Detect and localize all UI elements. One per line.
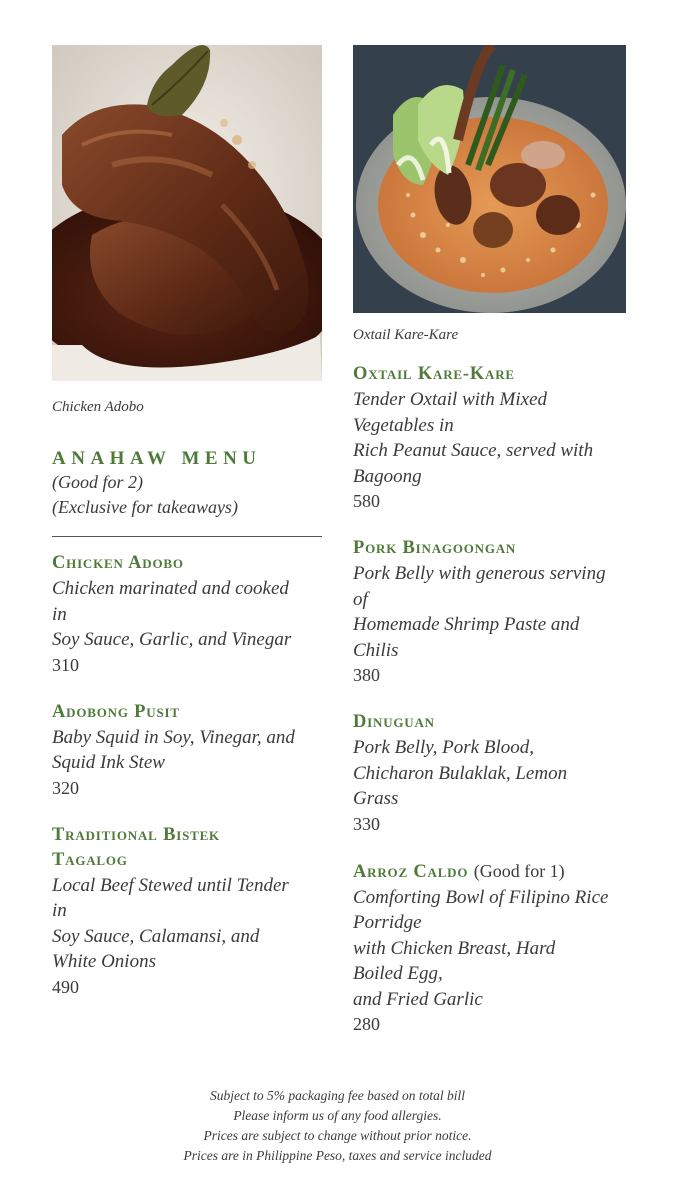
item-desc-line: in [52,603,67,625]
item-note: (Good for 1) [473,860,565,881]
menu-item [353,362,628,514]
item-name: Traditional Bistek [52,824,220,845]
item-desc-line: Boiled Egg, [353,963,443,984]
footer-line: Prices are in Philippine Peso, taxes and service included [183,1148,492,1163]
item-desc-line: Chicharon Bulaklak, Lemon [353,762,568,784]
item-desc-line: Squid Ink Stew [52,752,165,773]
left-column [52,45,324,1000]
footer-line: Subject to 5% packaging fee based on total bill [210,1088,465,1103]
footer-line: Prices are subject to change without prior notice. [203,1128,472,1143]
item-desc-line: Rich Peanut Sauce, served with [353,440,594,461]
item-name: Tagalog [52,849,128,870]
item-name: Arroz Caldo [353,861,469,882]
menu-subtitle: (Good for 2) [52,472,143,492]
item-desc-line: Porridge [353,912,422,933]
item-desc-line: Bagoong [353,465,422,487]
item-price: 280 [353,1014,380,1034]
item-description [353,735,628,812]
item-desc-line: with Chicken Breast, Hard [353,937,556,959]
menu-subtitle: (Exclusive for takeaways) [52,497,238,517]
item-price: 580 [353,491,380,511]
item-desc-line: Pork Belly with generous serving [353,563,606,584]
item-desc-line: Grass [353,788,399,809]
item-description [353,387,628,489]
menu-item [52,823,324,1000]
item-price: 310 [52,654,79,675]
item-name: Dinuguan [353,712,435,732]
chicken-adobo-photo [52,45,322,381]
item-price: 330 [353,813,380,834]
footer-line: Please inform us of any food allergies. [233,1108,442,1123]
item-description [52,576,324,653]
item-description [52,725,324,776]
divider [52,536,322,537]
item-name-row [353,859,628,885]
menu-item [52,700,324,801]
item-desc-line: Homemade Shrimp Paste and [353,614,580,635]
item-name: Adobong Pusit [52,701,180,722]
item-name: Pork Binagoongan [353,538,517,558]
item-desc-line: White Onions [52,951,156,972]
item-desc-line: Chicken marinated and cooked [52,578,289,599]
item-description [353,561,628,663]
menu-item [52,551,324,678]
item-desc-line: Baby Squid in Soy, Vinegar, and [52,726,295,748]
item-desc-line: of [353,588,368,610]
oxtail-kare-kare-photo [353,45,626,313]
item-desc-line: and Fried Garlic [353,988,483,1010]
item-desc-line: Vegetables in [353,414,454,436]
footer-notes [0,1086,675,1166]
menu-title: ANAHAW MENU [52,448,262,469]
menu-item [353,710,628,837]
item-desc-line: Pork Belly, Pork Blood, [353,737,534,758]
item-description [52,873,324,975]
chicken-adobo-image [52,45,322,381]
item-desc-line: Tender Oxtail with Mixed [353,389,548,410]
menu-item [353,859,628,1038]
item-price: 380 [353,665,380,685]
right-column [353,45,628,1037]
item-desc-line: Soy Sauce, Garlic, and Vinegar [52,629,292,650]
item-desc-line: in [52,900,67,921]
photo-caption: Chicken Adobo [52,399,144,415]
item-desc-line: Comforting Bowl of Filipino Rice [353,886,609,908]
item-name: Oxtail Kare-Kare [353,364,515,384]
item-description [353,885,628,1013]
menu-item [353,536,628,688]
item-name: Chicken Adobo [52,553,184,573]
oxtail-kare-kare-image [353,45,626,313]
item-price: 320 [52,777,79,798]
item-desc-line: Chilis [353,639,399,661]
item-desc-line: Local Beef Stewed until Tender [52,874,289,896]
item-price: 490 [52,976,79,997]
item-desc-line: Soy Sauce, Calamansi, and [52,925,260,947]
photo-caption: Oxtail Kare-Kare [353,327,459,343]
